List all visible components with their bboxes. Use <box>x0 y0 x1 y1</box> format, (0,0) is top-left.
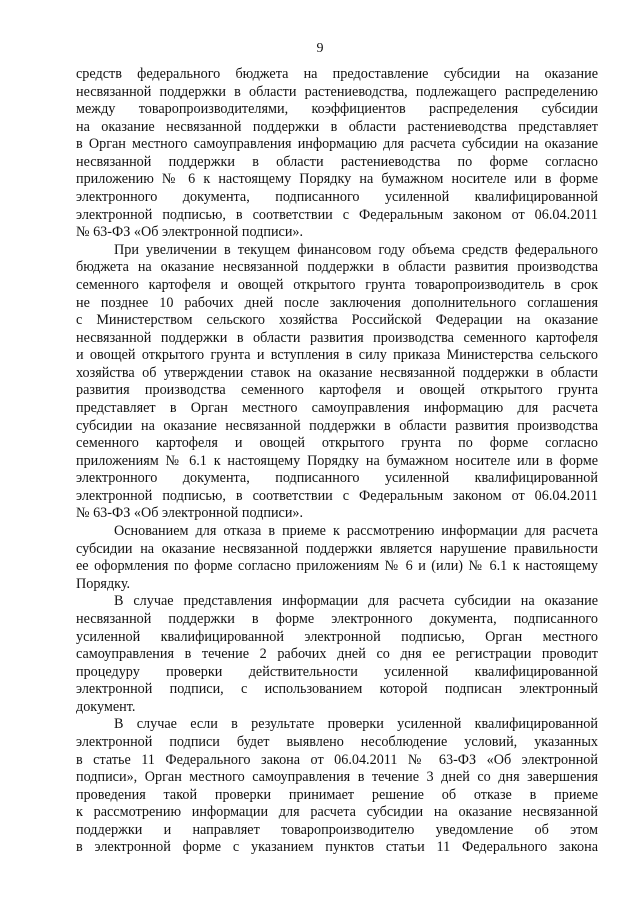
text-line: семенного картофеля и овощей открытого грунта по форме согласно <box>76 435 598 452</box>
text-line: процедуру проверки действительности усиленной квалифицированной <box>76 663 598 680</box>
text-line: электронной подписью, в соответствии с Федеральным законом от 06.04.2011 <box>76 206 598 223</box>
text-line: В случае представления информации для расчета субсидии на оказание <box>114 593 598 610</box>
text-line: несвязанной поддержки в области растениеводства по форме согласно <box>76 153 598 170</box>
text-line: электронного документа, подписанного усиленной квалифицированной <box>76 189 598 206</box>
text-line: подписи», Орган местного самоуправления в течение 3 дней со дня завершения <box>76 769 598 786</box>
text-line: приложению № 6 к настоящему Порядку на бумажном носителе или в форме <box>76 171 598 188</box>
text-line: электронной подписи будет выявлено несоблюдение условий, указанных <box>76 733 598 750</box>
text-line: семенного картофеля и овощей открытого грунта товаропроизводитель в срок <box>76 276 598 293</box>
text-line: В случае если в результате проверки усиленной квалифицированной <box>114 716 598 733</box>
text-line: несвязанной поддержки в форме электронного документа, подписанного <box>76 610 598 627</box>
document-body <box>76 66 598 857</box>
text-line: самоуправления в течение 2 рабочих дней со дня ее регистрации проводит <box>76 646 598 663</box>
text-line: не позднее 10 рабочих дней после заключения дополнительного соглашения <box>76 294 598 311</box>
text-line: развития производства семенного картофеля и овощей открытого грунта <box>76 382 598 399</box>
text-line: субсидии на оказание несвязанной поддержки в области развития производства <box>76 417 598 434</box>
text-line: Порядку. <box>76 575 131 592</box>
text-line: в Орган местного самоуправления информацию для расчета субсидии на оказание <box>76 136 598 153</box>
text-line: приложениям № 6.1 к настоящему Порядку на бумажном носителе или в форме <box>76 452 598 469</box>
text-line: хозяйства об утверждении ставок на оказание несвязанной поддержки в области <box>76 364 598 381</box>
text-line: к рассмотрению информации для расчета субсидии на оказание несвязанной <box>76 804 598 821</box>
text-line: средств федерального бюджета на предоставление субсидии на оказание <box>76 66 598 82</box>
text-line: ее оформления по форме согласно приложениям № 6 и (или) № 6.1 к настоящему <box>76 558 598 575</box>
text-line: между товаропроизводителями, коэффициентов распределения субсидии <box>76 101 598 118</box>
text-line: электронной подписи, с использованием которой подписан электронный <box>76 681 598 698</box>
text-line: бюджета на оказание несвязанной поддержки в области развития производства <box>76 259 598 276</box>
text-line: Основанием для отказа в приеме к рассмотрению информации для расчета <box>114 523 598 540</box>
text-line: поддержки и направляет товаропроизводителю уведомление об этом <box>76 821 598 838</box>
text-line: с Министерством сельского хозяйства Российской Федерации на оказание <box>76 312 598 329</box>
text-line: несвязанной поддержки в области растениеводства, подлежащего распределению <box>76 83 598 100</box>
text-line: № 63-ФЗ «Об электронной подписи». <box>76 224 304 241</box>
text-line: и овощей открытого грунта и вступления в силу приказа Министерства сельского <box>76 347 598 364</box>
text-line: документ. <box>76 698 136 715</box>
text-line: в электронной форме с указанием пунктов статьи 11 Федерального закона <box>76 839 598 856</box>
text-line: в статье 11 Федерального закона от 06.04.2011 № 63-ФЗ «Об электронной <box>76 751 598 768</box>
text-line: При увеличении в текущем финансовом году объема средств федерального <box>114 241 598 258</box>
text-line: № 63-ФЗ «Об электронной подписи». <box>76 505 304 522</box>
page-number: 9 <box>316 41 324 56</box>
text-line: проведения такой проверки принимает решение об отказе в приеме <box>76 786 598 803</box>
text-line: электронной подписью, в соответствии с Федеральным законом от 06.04.2011 <box>76 487 598 504</box>
text-line: усиленной квалифицированной электронной подписью, Орган местного <box>76 628 598 645</box>
text-line: электронного документа, подписанного усиленной квалифицированной <box>76 470 598 487</box>
text-line: несвязанной поддержки в области развития производства семенного картофеля <box>76 329 598 346</box>
text-line: на оказание несвязанной поддержки в области растениеводства представляет <box>76 118 598 135</box>
text-line: субсидии на оказание несвязанной поддержки является нарушение правильности <box>76 540 598 557</box>
text-line: представляет в Орган местного самоуправления информацию для расчета <box>76 399 598 416</box>
